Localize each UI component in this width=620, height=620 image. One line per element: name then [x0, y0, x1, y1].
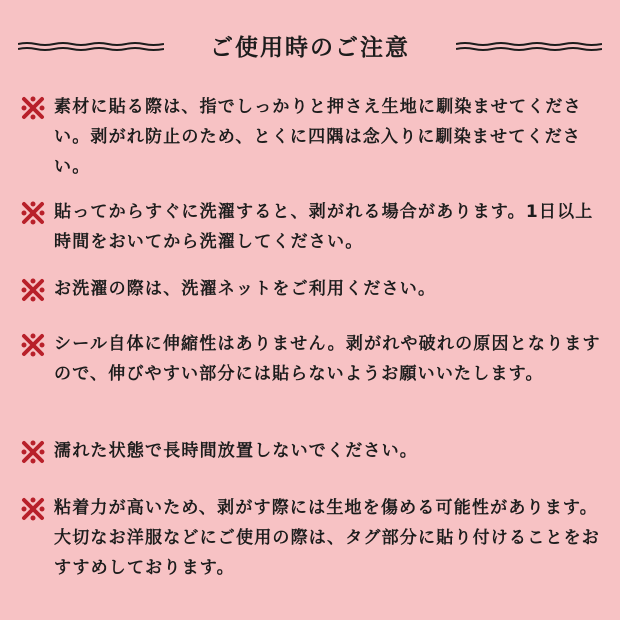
note-text: 貼ってからすぐに洗濯すると、剥がれる場合があります。1日以上時間をおいてから洗濯してください。: [54, 202, 594, 252]
reference-mark-icon: [20, 332, 46, 358]
wavy-rule-right: [456, 41, 602, 53]
note-text: 濡れた状態で長時間放置しないでください。: [54, 441, 418, 461]
note-text: 粘着力が高いため、剥がす際には生地を傷める可能性があります。大切なお洋服などにご使用の際は、タグ部分に貼り付けることをおすすめしております。: [54, 498, 600, 578]
reference-mark-icon: [20, 439, 46, 465]
reference-mark-icon: [20, 200, 46, 226]
page-title: ご使用時のご注意: [210, 35, 410, 61]
reference-mark-icon: [20, 277, 46, 303]
note-text: お洗濯の際は、洗濯ネットをご利用ください。: [54, 279, 437, 299]
reference-mark-icon: [20, 496, 46, 522]
reference-mark-icon: [20, 95, 46, 121]
header: [0, 24, 620, 74]
note-text: 素材に貼る際は、指でしっかりと押さえ生地に馴染ませてください。剥がれ防止のため、とくに四隅は念入りに馴染ませてください。: [54, 97, 582, 177]
note-text: シール自体に伸縮性はありません。剥がれや破れの原因となりますので、伸びやすい部分には貼らないようお願いいたします。: [54, 334, 601, 384]
